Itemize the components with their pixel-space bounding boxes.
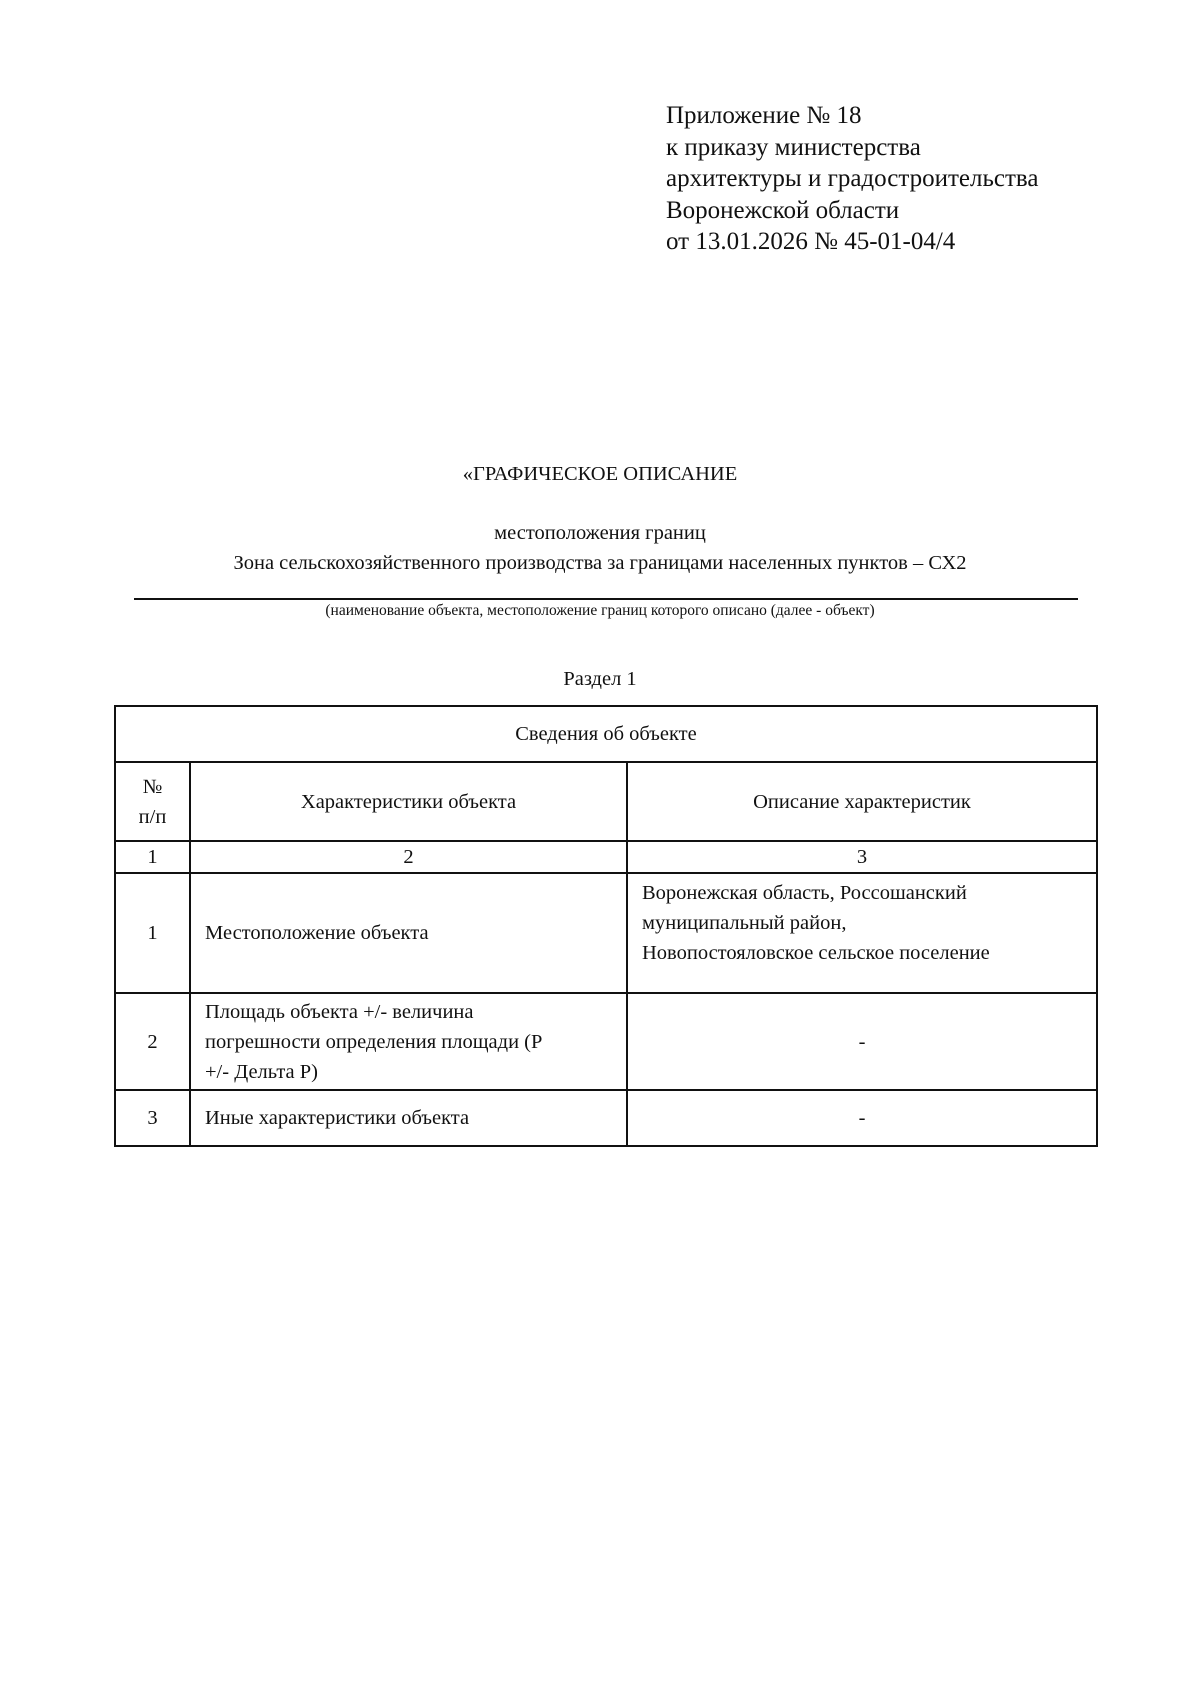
object-name-underline (134, 598, 1078, 600)
description-line: Новопостояловское сельское поселение (642, 942, 990, 964)
column-index: 2 (190, 841, 627, 873)
row-description: - (627, 993, 1097, 1090)
row-characteristic: Иные характеристики объекта (190, 1090, 627, 1146)
table-row (115, 1090, 1097, 1146)
object-info-table (114, 705, 1098, 1147)
appendix-line: Приложение № 18 (666, 102, 862, 129)
header-number-sign: № (142, 775, 163, 798)
characteristic-line: +/- Дельта P) (205, 1060, 319, 1083)
row-description (627, 873, 1097, 993)
table-caption-row (115, 706, 1097, 762)
header-number (115, 762, 190, 841)
document-subtitle: местоположения границ (494, 522, 706, 544)
table-row (115, 993, 1097, 1090)
column-index: 3 (627, 841, 1097, 873)
header-number-abbr: п/п (138, 805, 167, 828)
header-description: Описание характеристик (627, 762, 1097, 841)
row-characteristic: Местоположение объекта (190, 873, 627, 993)
appendix-line: к приказу министерства (666, 133, 921, 161)
column-index: 1 (115, 841, 190, 873)
object-name-caption: (наименование объекта, местоположение границ которого описано (далее - объект) (325, 602, 875, 619)
appendix-line: Воронежской области (666, 196, 900, 224)
section-label: Раздел 1 (563, 668, 637, 690)
row-number: 1 (115, 873, 190, 993)
object-name: Зона сельскохозяйственного производства за границами населенных пунктов – СХ2 (233, 552, 967, 574)
characteristic-line: погрешности определения площади (P (205, 1030, 543, 1053)
row-number: 3 (115, 1090, 190, 1146)
characteristic-line: Площадь объекта +/- величина (205, 1000, 474, 1023)
row-characteristic (190, 993, 627, 1090)
description-line: Воронежская область, Россошанский (642, 882, 967, 904)
table-row (115, 873, 1097, 993)
description-line: муниципальный район, (642, 912, 847, 934)
appendix-line: архитектуры и градостроительства (666, 165, 1039, 192)
row-description: - (627, 1090, 1097, 1146)
appendix-block (666, 100, 1146, 258)
table-caption: Сведения об объекте (115, 706, 1097, 762)
header-characteristics: Характеристики объекта (190, 762, 627, 841)
appendix-line: от 13.01.2026 № 45-01-04/4 (666, 228, 956, 255)
table-index-row (115, 841, 1097, 873)
table-header-row (115, 762, 1097, 841)
document-title: «ГРАФИЧЕСКОЕ ОПИСАНИЕ (462, 463, 738, 485)
row-number: 2 (115, 993, 190, 1090)
